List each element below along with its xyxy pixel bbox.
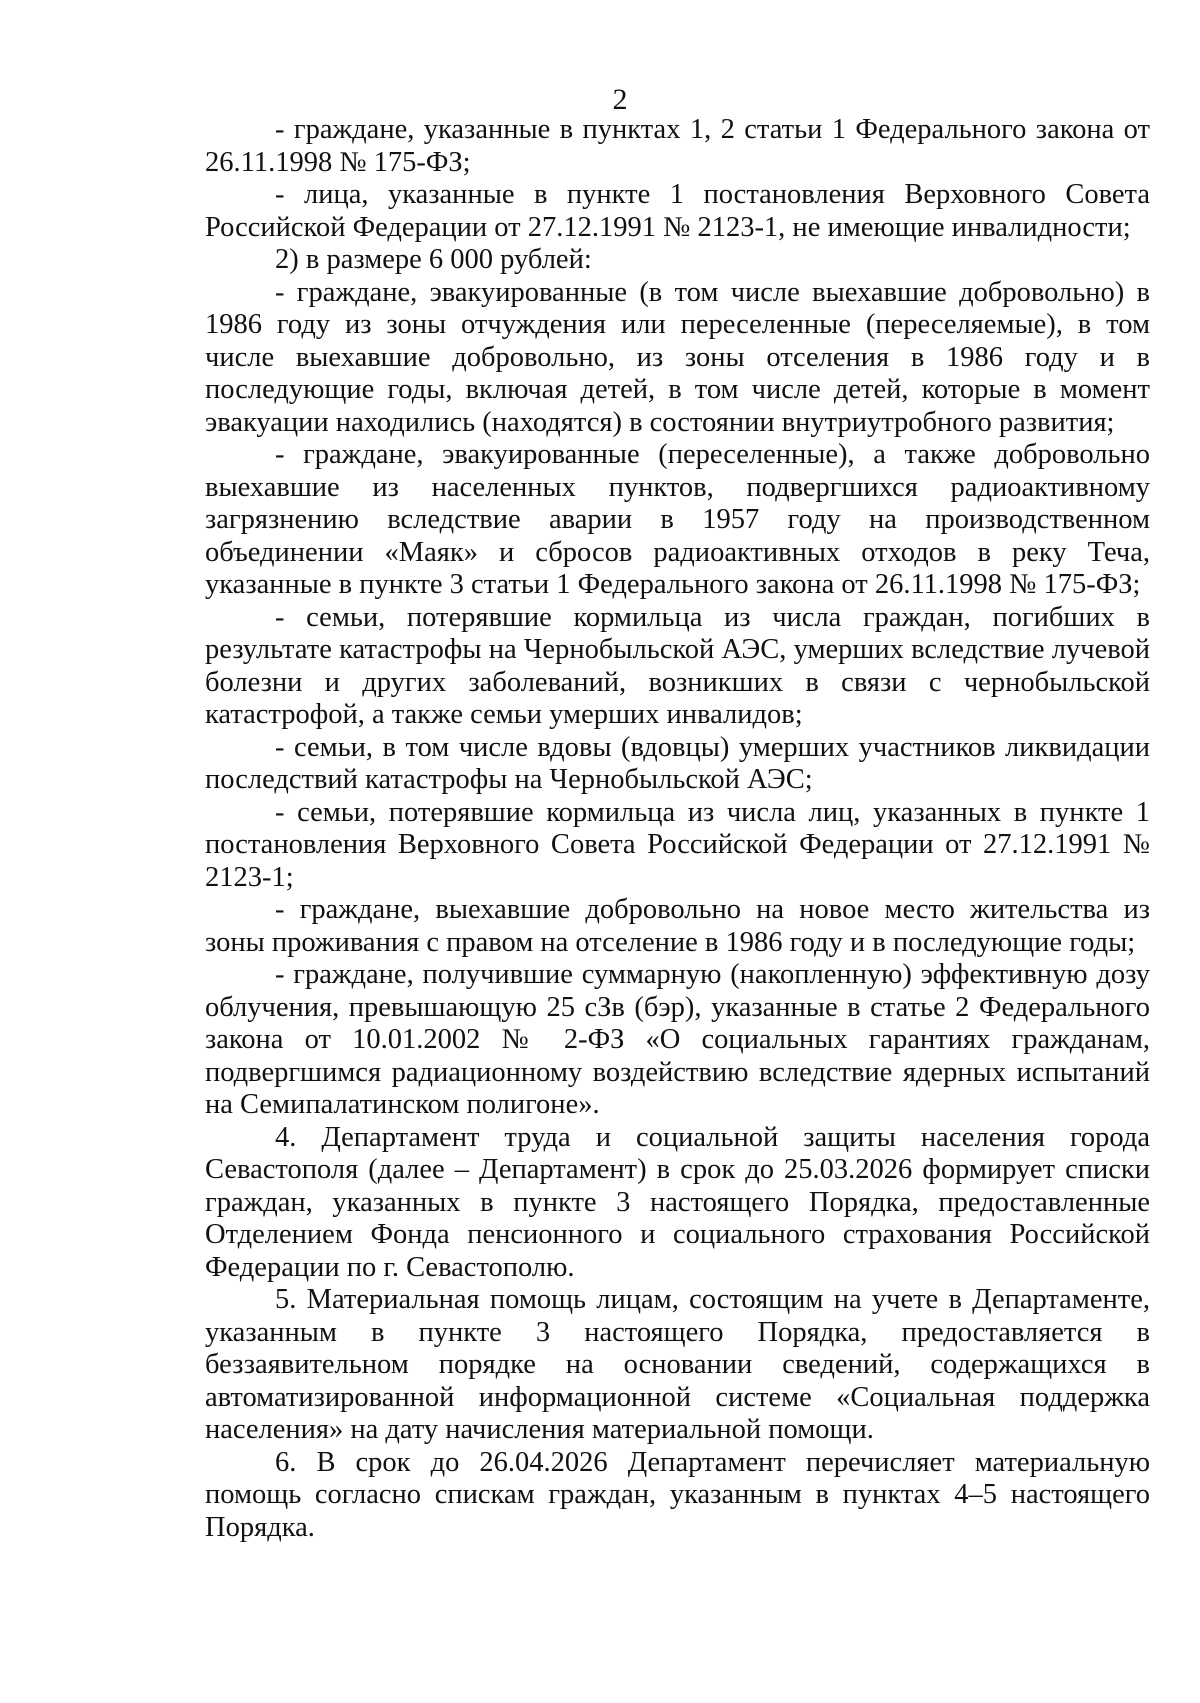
paragraph-citizens-points-1-2: - граждане, указанные в пунктах 1, 2 статьи 1 Федерального закона от 26.11.1998 № 175-ФЗ; [205, 114, 1150, 178]
paragraph-persons-supreme-council: - лица, указанные в пункте 1 постановления Верховного Совета Российской Федерации от 27.12.1991 № 2123-1, не имеющие инвалидности; [205, 179, 1150, 243]
paragraph-families-lost-breadwinner: - семьи, потерявшие кормильца из числа граждан, погибших в результате катастрофы на Чернобыльской АЭС, умерших вследствие лучевой болезни и других заболеваний, возникших в связи с чернобыльской катастрофой, а также семьи умерших инвалидов; [205, 601, 1150, 730]
paragraph-semipalatinsk-dose: - граждане, получившие суммарную (накопленную) эффективную дозу облучения, превышающую 25 сЗв (бэр), указанные в статье 2 Федерального закона от 10.01.2002 № 2-ФЗ «О социальных гарантиях гражданам, подвергшимся радиационному воздействию вследствие ядерных испытаний на Семипалатинском полигоне». [205, 959, 1150, 1120]
paragraph-evacuated-1986: - граждане, эвакуированные (в том числе выехавшие добровольно) в 1986 году из зоны отчуждения или переселенные (переселяемые), в том числе выехавшие добровольно, из зоны отселения в 1986 году и в последующие годы, включая детей, в том числе детей, которые в момент эвакуации находились (находятся) в состоянии внутриутробного развития; [205, 276, 1150, 438]
paragraph-amount-6000: 2) в размере 6 000 рублей: [275, 244, 592, 275]
paragraph-families-widows: - семьи, в том числе вдовы (вдовцы) умерших участников ликвидации последствий катастрофы на Чернобыльской АЭС; [205, 731, 1150, 795]
page-number: 2 [612, 83, 628, 116]
paragraph-item-6: 6. В срок до 26.04.2026 Департамент перечисляет материальную помощь согласно спискам граждан, указанным в пунктах 4–5 настоящего Порядка. [205, 1446, 1150, 1543]
paragraph-families-supreme-council: - семьи, потерявшие кормильца из числа лиц, указанных в пункте 1 постановления Верховного Совета Российской Федерации от 27.12.1991 № 2123-1; [205, 796, 1150, 893]
paragraph-item-5: 5. Материальная помощь лицам, состоящим на учете в Департаменте, указанным в пункте 3 настоящего Порядка, предоставляется в беззаявительном порядке на основании сведений, содержащихся в автоматизированной информационной системе «Социальная поддержка населения» на дату начисления материальной помощи. [205, 1284, 1150, 1445]
paragraph-mayak-evacuated: - граждане, эвакуированные (переселенные), а также добровольно выехавшие из населенных пунктов, подвергшихся радиоактивному загрязнению вследствие аварии в 1957 году на производственном объединении «Маяк» и сбросов радиоактивных отходов в реку Теча, указанные в пункте 3 статьи 1 Федерального закона от 26.11.1998 № 175-ФЗ; [205, 439, 1150, 600]
paragraph-item-4: 4. Департамент труда и социальной защиты населения города Севастополя (далее – Департамент) в срок до 25.03.2026 формирует списки граждан, указанных в пункте 3 настоящего Порядка, предоставленные Отделением Фонда пенсионного и социального страхования Российской Федерации по г. Севастополю. [205, 1121, 1150, 1283]
paragraph-voluntary-relocation: - граждане, выехавшие добровольно на новое место жительства из зоны проживания с правом на отселение в 1986 году и в последующие годы; [205, 894, 1150, 958]
document-body [205, 114, 1150, 1544]
